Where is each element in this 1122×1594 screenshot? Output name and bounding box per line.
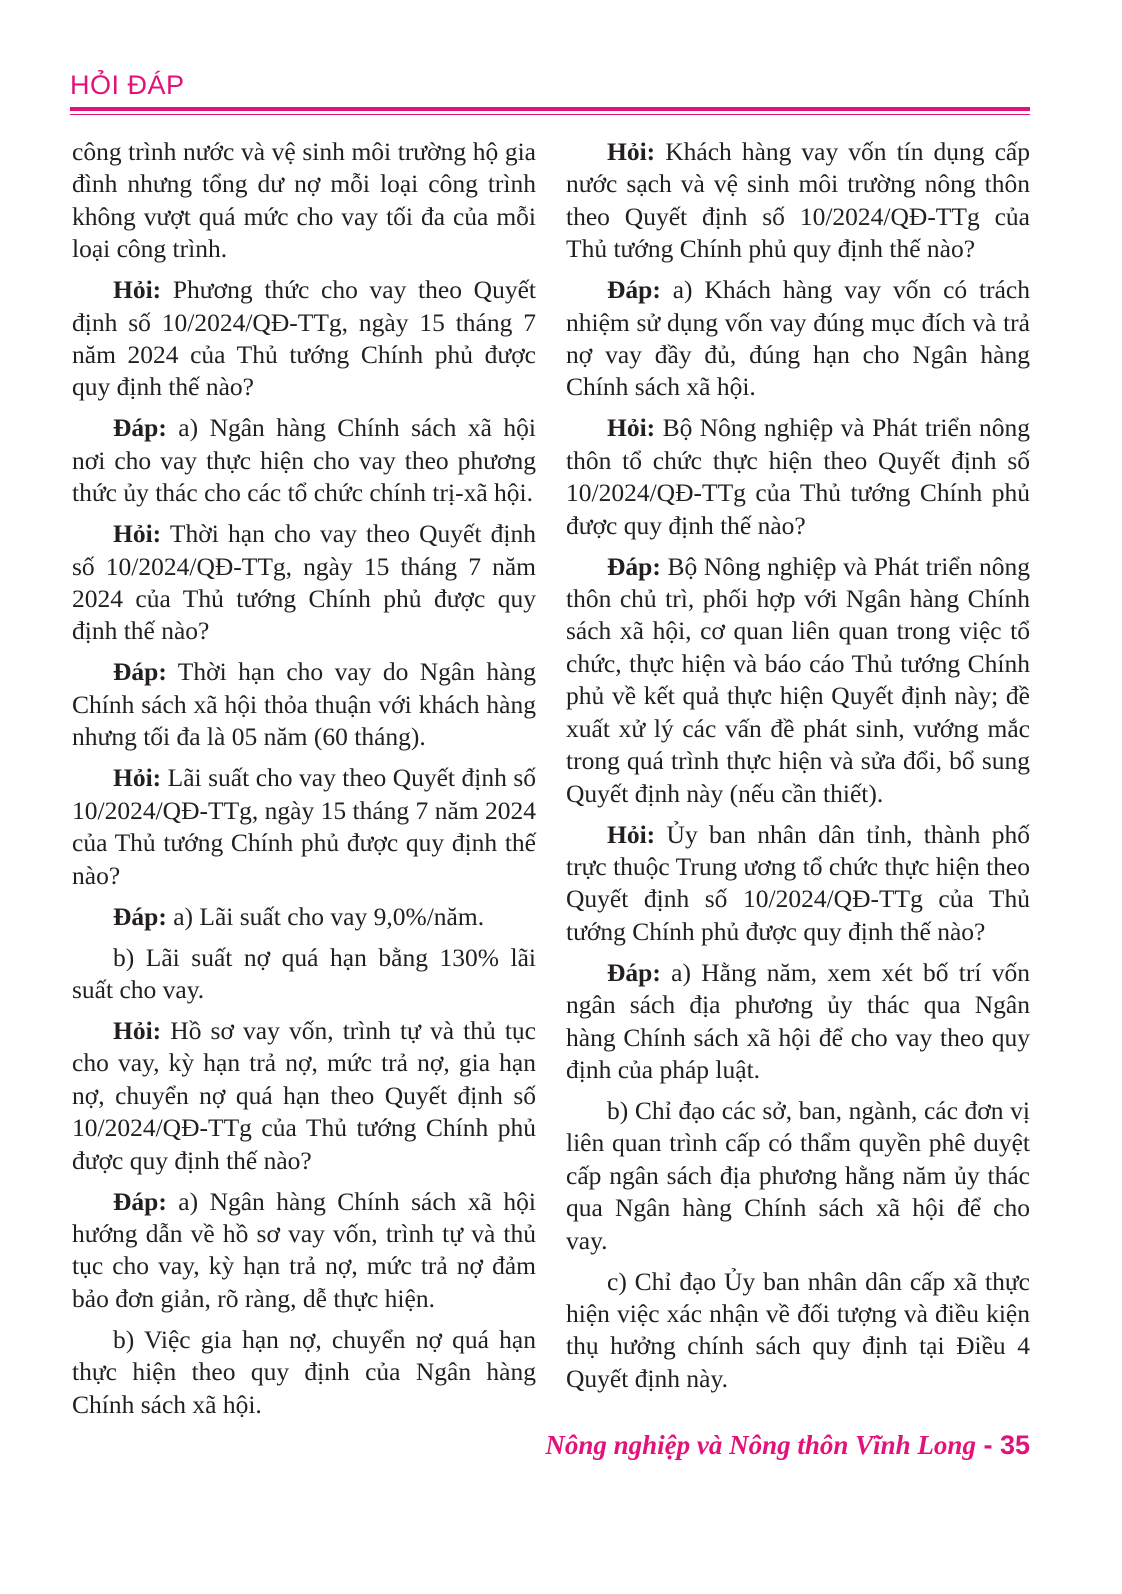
paragraph-text: a) Hằng năm, xem xét bố trí vốn ngân sách địa phương ủy thác qua Ngân hàng Chính sách xã hội để cho vay theo quy định của pháp luật. xyxy=(566,957,1030,1084)
paragraph xyxy=(72,762,536,892)
page-number: 35 xyxy=(999,1430,1030,1460)
paragraph-text: công trình nước và vệ sinh môi trường hộ gia đình nhưng tổng dư nợ mỗi loại công trình không vượt quá mức cho vay tối đa của mỗi loại công trình. xyxy=(72,137,536,264)
paragraph xyxy=(72,901,536,933)
page-footer xyxy=(545,1430,1030,1461)
paragraph xyxy=(72,136,536,266)
paragraph-text: Bộ Nông nghiệp và Phát triển nông thôn tổ chức thực hiện theo Quyết định số 10/2024/QĐ-TTg của Thủ tướng Chính phủ được quy định thế nào? xyxy=(566,413,1030,540)
paragraph xyxy=(566,136,1030,266)
answer-label: Đáp: xyxy=(113,901,167,931)
paragraph-text: Khách hàng vay vốn tín dụng cấp nước sạch và vệ sinh môi trường nông thôn theo Quyết định số 10/2024/QĐ-TTg của Thủ tướng Chính phủ quy định thế nào? xyxy=(566,137,1030,264)
question-label: Hỏi: xyxy=(113,763,162,793)
section-title: HỎI ĐÁP xyxy=(70,70,185,100)
paragraph xyxy=(72,274,536,404)
paragraph-text: Hồ sơ vay vốn, trình tự và thủ tục cho vay, kỳ hạn trả nợ, mức trả nợ, gia hạn nợ, chuyển nợ quá hạn theo Quyết định số 10/2024/QĐ-TTg của Thủ tướng Chính phủ được quy định thế nào? xyxy=(72,1015,536,1175)
paragraph xyxy=(566,274,1030,404)
paragraph xyxy=(72,1186,536,1316)
paragraph-text: Thời hạn cho vay theo Quyết định số 10/2024/QĐ-TTg, ngày 15 tháng 7 năm 2024 của Thủ tướng Chính phủ được quy định thế nào? xyxy=(72,519,536,646)
paragraph-text: a) Khách hàng vay vốn có trách nhiệm sử dụng vốn vay đúng mục đích và trả nợ vay đầy đủ, đúng hạn cho Ngân hàng Chính sách xã hội. xyxy=(566,275,1030,402)
left-column xyxy=(72,136,536,1430)
question-label: Hỏi: xyxy=(607,137,656,166)
paragraph xyxy=(566,957,1030,1087)
paragraph xyxy=(72,412,536,509)
paragraph-text: b) Chỉ đạo các sở, ban, ngành, các đơn vị liên quan trình cấp có thẩm quyền phê duyệt cấp ngân sách địa phương hằng năm ủy thác qua Ngân hàng Chính sách xã hội để cho vay. xyxy=(566,1095,1030,1255)
paragraph-text: b) Việc gia hạn nợ, chuyển nợ quá hạn thực hiện theo quy định của Ngân hàng Chính sách xã hội. xyxy=(72,1324,536,1419)
paragraph xyxy=(566,819,1030,949)
right-column xyxy=(566,136,1030,1404)
question-label: Hỏi: xyxy=(113,1015,162,1045)
paragraph-text: b) Lãi suất nợ quá hạn bằng 130% lãi suất cho vay. xyxy=(72,942,536,1004)
paragraph-text: Thời hạn cho vay do Ngân hàng Chính sách xã hội thỏa thuận với khách hàng nhưng tối đa là 05 năm (60 tháng). xyxy=(72,657,536,752)
paragraph-text: a) Ngân hàng Chính sách xã hội hướng dẫn về hồ sơ vay vốn, trình tự và thủ tục cho vay, kỳ hạn trả nợ, mức trả nợ đảm bảo đơn giản, rõ ràng, dễ thực hiện. xyxy=(72,1186,536,1313)
answer-label: Đáp: xyxy=(607,957,661,987)
paragraph xyxy=(566,1266,1030,1396)
answer-label: Đáp: xyxy=(113,413,167,443)
footer-separator: - xyxy=(975,1430,1000,1460)
answer-label: Đáp: xyxy=(113,1186,167,1216)
question-label: Hỏi: xyxy=(113,275,162,305)
paragraph xyxy=(72,942,536,1007)
answer-label: Đáp: xyxy=(607,275,661,305)
paragraph xyxy=(72,656,536,753)
header-rule xyxy=(70,107,1030,111)
paragraph-text: Lãi suất cho vay theo Quyết định số 10/2024/QĐ-TTg, ngày 15 tháng 7 năm 2024 của Thủ tướng Chính phủ được quy định thế nào? xyxy=(72,763,536,890)
paragraph xyxy=(566,1095,1030,1257)
header-rule-thin xyxy=(70,114,1030,115)
paragraph-text: a) Lãi suất cho vay 9,0%/năm. xyxy=(166,901,485,931)
paragraph-text: a) Ngân hàng Chính sách xã hội nơi cho vay thực hiện cho vay theo phương thức ủy thác cho các tổ chức chính trị-xã hội. xyxy=(72,413,536,508)
paragraph-text: c) Chỉ đạo Ủy ban nhân dân cấp xã thực hiện việc xác nhận về đối tượng và điều kiện thụ hưởng chính sách quy định tại Điều 4 Quyết định này. xyxy=(566,1266,1030,1393)
question-label: Hỏi: xyxy=(607,819,656,849)
answer-label: Đáp: xyxy=(607,551,661,581)
paragraph-text: Ủy ban nhân dân tỉnh, thành phố trực thuộc Trung ương tổ chức thực hiện theo Quyết định số 10/2024/QĐ-TTg của Thủ tướng Chính phủ được quy định thế nào? xyxy=(566,819,1030,946)
paragraph-text: Bộ Nông nghiệp và Phát triển nông thôn chủ trì, phối hợp với Ngân hàng Chính sách xã hội, cơ quan liên quan trong việc tổ chức, thực hiện và báo cáo Thủ tướng Chính phủ về kết quả thực hiện Quyết định này; đề xuất xử lý các vấn đề phát sinh, vướng mắc trong quá trình thực hiện và sửa đổi, bổ sung Quyết định này (nếu cần thiết). xyxy=(566,551,1030,808)
paragraph xyxy=(72,1015,536,1177)
paragraph xyxy=(566,412,1030,542)
magazine-name: Nông nghiệp và Nông thôn Vĩnh Long xyxy=(545,1430,976,1460)
question-label: Hỏi: xyxy=(607,413,656,443)
paragraph-text: Phương thức cho vay theo Quyết định số 10/2024/QĐ-TTg, ngày 15 tháng 7 năm 2024 của Thủ tướng Chính phủ được quy định thế nào? xyxy=(72,275,536,402)
answer-label: Đáp: xyxy=(113,657,167,687)
paragraph xyxy=(72,1324,536,1421)
question-label: Hỏi: xyxy=(113,519,162,549)
paragraph xyxy=(566,551,1030,810)
paragraph xyxy=(72,518,536,648)
